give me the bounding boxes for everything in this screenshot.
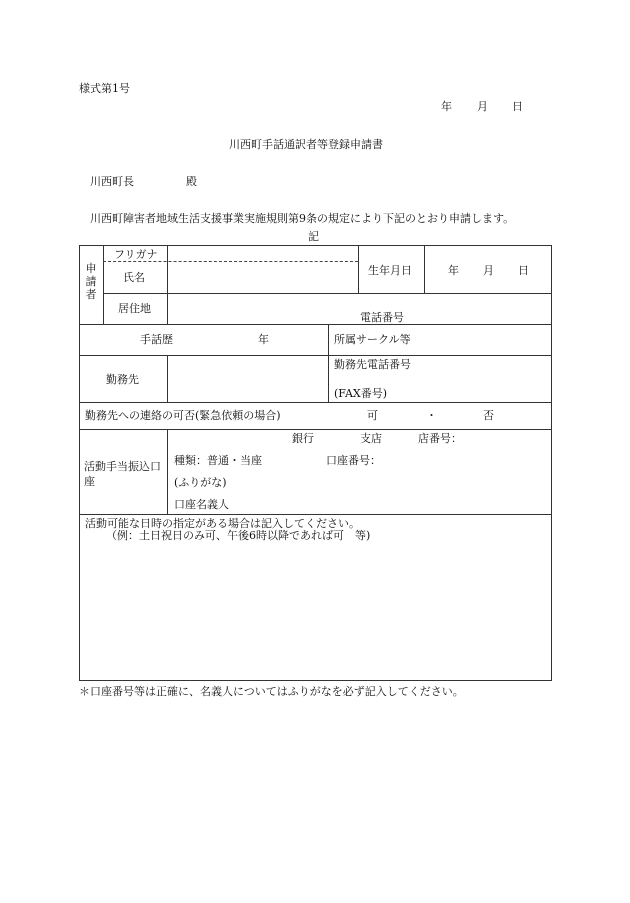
furigana-label: フリガナ (114, 248, 158, 261)
bank-label: 銀行 (292, 432, 314, 445)
ki-label: 記 (308, 230, 319, 243)
fax-label: (FAX番号) (334, 387, 388, 400)
birth-year-label: 年 (448, 264, 459, 277)
contact-permission-label: 勤務先への連絡の可否(緊急依頼の場合) (85, 409, 281, 422)
birth-month-label: 月 (483, 264, 494, 277)
birth-day-label: 日 (518, 264, 529, 277)
circle-label: 所属サークル等 (334, 333, 411, 346)
contact-yes: 可 (367, 409, 378, 422)
document-title: 川西町手話通訳者等登録申請書 (229, 138, 383, 151)
form-number: 様式第1号 (79, 82, 130, 95)
date-month-label: 月 (477, 100, 488, 113)
phone-label: 電話番号 (360, 311, 404, 324)
contact-separator: ・ (426, 409, 437, 422)
contact-no: 否 (483, 409, 494, 422)
intro-text: 川西町障害者地域生活支援事業実施規則第9条の規定により下記のとおり申請します。 (90, 212, 515, 225)
address-label: 居住地 (118, 302, 151, 315)
history-year-unit: 年 (258, 333, 269, 346)
account-number-label: 口座番号： (326, 454, 381, 467)
availability-instruction: 活動可能な日時の指定がある場合は記入してください。 (85, 517, 360, 530)
honorific: 殿 (186, 175, 197, 188)
birthdate-label: 生年月日 (368, 264, 412, 277)
branch-label: 支店 (360, 432, 382, 445)
date-day-label: 日 (512, 100, 523, 113)
applicant-vertical-label: 申請者 (85, 262, 97, 301)
footnote: ＊口座番号等は正確に、名義人についてはふりがなを必ず記入してください。 (79, 685, 464, 698)
sign-history-label: 手話歴 (140, 333, 173, 346)
account-type-label: 種類：普通・当座 (174, 454, 262, 467)
workplace-label: 勤務先 (106, 373, 139, 386)
workplace-phone-label: 勤務先電話番号 (334, 358, 411, 371)
name-label: 氏名 (123, 271, 145, 284)
date-year-label: 年 (441, 100, 452, 113)
account-holder-label: 口座名義人 (174, 498, 229, 511)
availability-example: （例：土日祝日のみ可、午後6時以降であれば可 等) (106, 529, 371, 542)
addressee: 川西町長 (90, 175, 134, 188)
holder-furigana-label: (ふりがな) (174, 476, 227, 489)
branch-number-label: 店番号： (418, 432, 462, 445)
bank-account-label: 活動手当振込口座 (84, 460, 161, 488)
